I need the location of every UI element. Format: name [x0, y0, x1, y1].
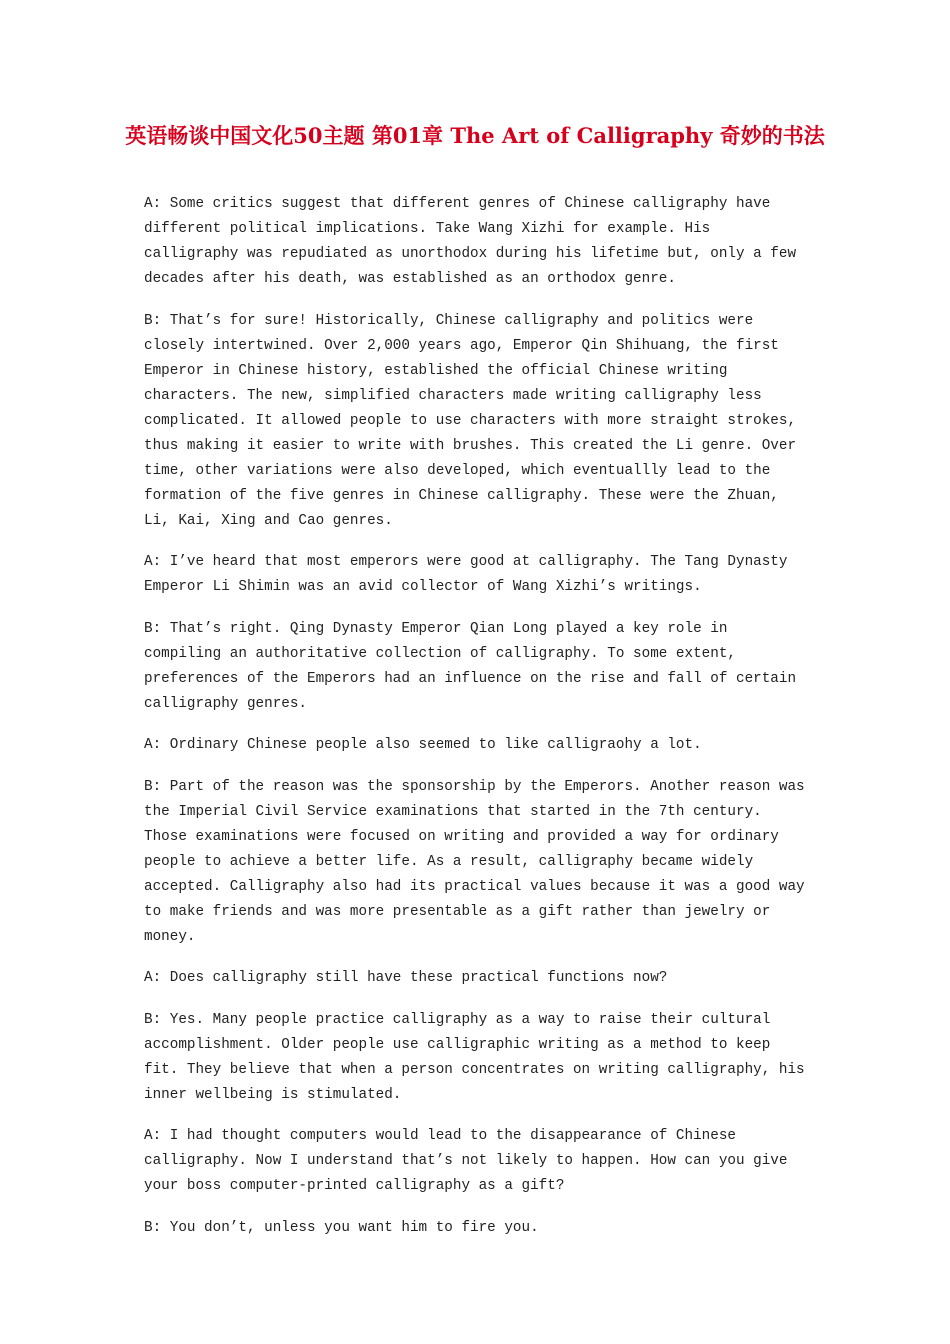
dialogue-body — [144, 192, 810, 1257]
document-title: 英语畅谈中国文化50主题 第01章 The Art of Calligraphy 奇妙的书法 — [125, 123, 825, 148]
dialogue-paragraph: B: Part of the reason was the sponsorship by the Emperors. Another reason was the Imperial Civil Service examinations that started in the 7th century. Those examinations were focused on writing and provided a way for ordinary people to achieve a better life. As a result, calligraphy became widely accepted. Calligraphy also had its practical values because it was a good way to make friends and was more presentable as a gift rather than jewelry or money. — [144, 778, 805, 945]
dialogue-paragraph: A: I had thought computers would lead to the disappearance of Chinese calligraphy. Now I understand that’s not likely to happen. How can you give your boss computer-printed calligraphy as a gift? — [144, 1128, 788, 1194]
dialogue-paragraph: A: I’ve heard that most emperors were good at calligraphy. The Tang Dynasty Emperor Li Shimin was an avid collector of Wang Xizhi’s writings. — [144, 554, 788, 595]
dialogue-paragraph: B: You don’t, unless you want him to fire you. — [144, 1219, 539, 1236]
dialogue-paragraph: A: Ordinary Chinese people also seemed to like calligraohy a lot. — [144, 737, 702, 753]
dialogue-paragraph: A: Does calligraphy still have these practical functions now? — [144, 970, 668, 986]
dialogue-paragraph: B: That’s right. Qing Dynasty Emperor Qian Long played a key role in compiling an authoritative collection of calligraphy. To some extent, preferences of the Emperors had an influence on the rise and fall of certain calligraphy genres. — [144, 620, 797, 712]
dialogue-paragraph: B: That’s for sure! Historically, Chinese calligraphy and politics were closely intertwined. Over 2,000 years ago, Emperor Qin Shihuang, the first Emperor in Chinese history, established the official Chinese writing characters. The new, simplified characters made writing calligraphy less complicated. It allowed people to use characters with more straight strokes, thus making it easier to write with brushes. This created the Li genre. Over time, other variations were also developed, which eventuallly lead to the formation of the five genres in Chinese calligraphy. These were the Zhuan, Li, Kai, Xing and Cao genres. — [144, 312, 797, 529]
dialogue-paragraph: A: Some critics suggest that different genres of Chinese calligraphy have different political implications. Take Wang Xizhi for example. His calligraphy was repudiated as unorthodox during his lifetime but, only a few decades after his death, was established as an orthodox genre. — [144, 196, 797, 287]
dialogue-paragraph: B: Yes. Many people practice calligraphy as a way to raise their cultural accomplishment. Older people use calligraphic writing as a method to keep fit. They believe that when a person concentrates on writing calligraphy, his inner wellbeing is stimulated. — [144, 1011, 805, 1103]
